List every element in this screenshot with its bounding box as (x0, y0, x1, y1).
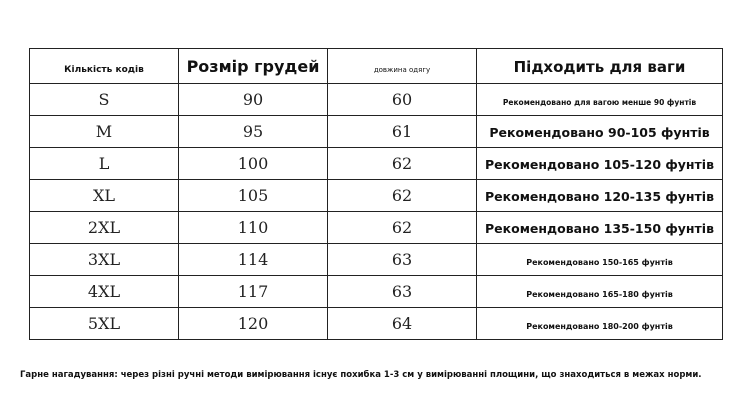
chest-cell: 90 (179, 84, 328, 116)
weight-cell (477, 308, 723, 340)
header-code (30, 49, 179, 84)
header-chest (179, 49, 328, 84)
length-cell: 62 (328, 148, 477, 180)
weight-text: Рекомендовано 150-165 фунтів (526, 258, 673, 267)
table-row (30, 212, 723, 244)
weight-cell (477, 212, 723, 244)
chest-cell: 95 (179, 116, 328, 148)
header-length-label: довжина одягу (373, 65, 431, 74)
weight-cell (477, 84, 723, 116)
chest-cell: 110 (179, 212, 328, 244)
table-row (30, 276, 723, 308)
table-row (30, 84, 723, 116)
chest-cell: 100 (179, 148, 328, 180)
length-cell: 63 (328, 276, 477, 308)
table-row (30, 116, 723, 148)
header-code-label: Кількість кодів (64, 64, 144, 75)
size-cell: 4XL (30, 276, 179, 308)
weight-cell (477, 116, 723, 148)
weight-cell (477, 180, 723, 212)
length-cell: 61 (328, 116, 477, 148)
size-cell: 2XL (30, 212, 179, 244)
chest-cell: 120 (179, 308, 328, 340)
header-length (328, 49, 477, 84)
table-row (30, 244, 723, 276)
length-cell: 62 (328, 180, 477, 212)
weight-cell (477, 148, 723, 180)
weight-text: Рекомендовано 180-200 фунтів (526, 322, 673, 331)
weight-text: Рекомендовано 90-105 фунтів (489, 125, 710, 140)
size-cell: 3XL (30, 244, 179, 276)
weight-text: Рекомендовано 165-180 фунтів (526, 290, 673, 299)
header-row (30, 49, 723, 84)
weight-text: Рекомендовано 120-135 фунтів (485, 189, 714, 204)
size-cell: S (30, 84, 179, 116)
weight-text: Рекомендовано для вагою менше 90 фунтів (502, 98, 697, 107)
header-weight-label: Підходить для ваги (513, 57, 686, 76)
header-chest-label: Розмір грудей (186, 56, 320, 76)
size-cell: M (30, 116, 179, 148)
chest-cell: 114 (179, 244, 328, 276)
length-cell: 64 (328, 308, 477, 340)
length-cell: 60 (328, 84, 477, 116)
chest-cell: 117 (179, 276, 328, 308)
length-cell: 62 (328, 212, 477, 244)
chest-cell: 105 (179, 180, 328, 212)
length-cell: 63 (328, 244, 477, 276)
weight-cell (477, 244, 723, 276)
size-cell: XL (30, 180, 179, 212)
size-cell: 5XL (30, 308, 179, 340)
table-row (30, 148, 723, 180)
size-chart-table (29, 48, 723, 340)
weight-text: Рекомендовано 135-150 фунтів (485, 221, 714, 236)
size-cell: L (30, 148, 179, 180)
header-weight (477, 49, 723, 84)
weight-text: Рекомендовано 105-120 фунтів (485, 157, 714, 172)
measurement-note: Гарне нагадування: через різні ручні методи вимірювання існує похибка 1-3 см у вимірюванні площини, що знаходиться в межах норми. (20, 370, 702, 380)
table-row (30, 308, 723, 340)
table-row (30, 180, 723, 212)
weight-cell (477, 276, 723, 308)
